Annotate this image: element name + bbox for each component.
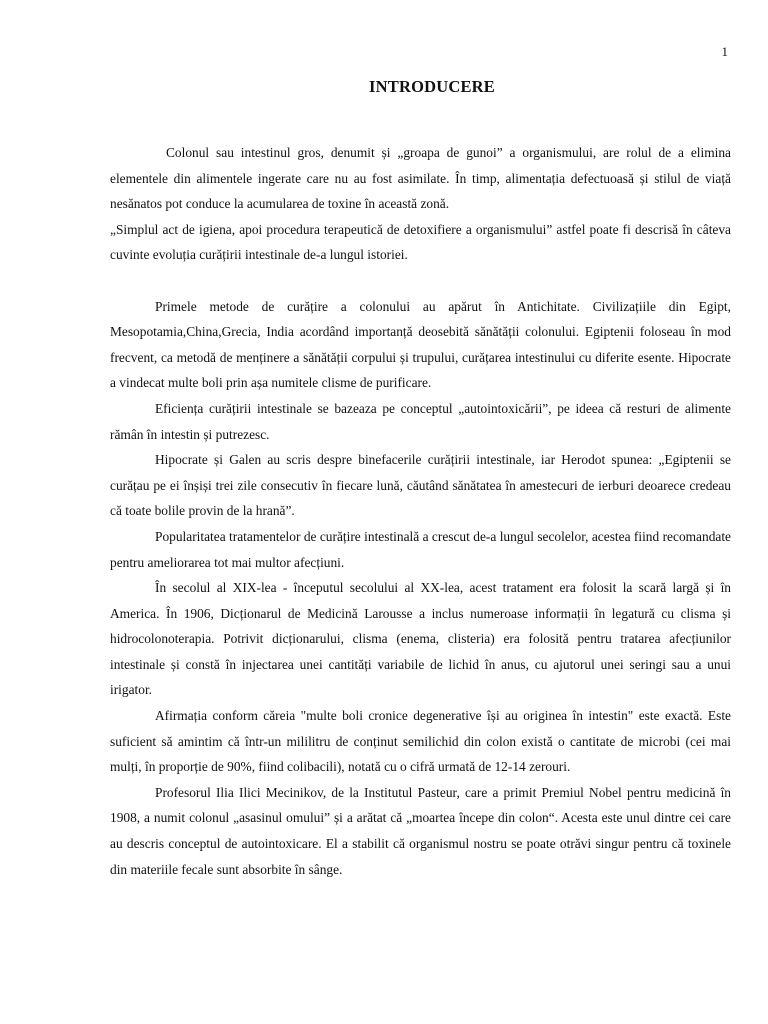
paragraph-gap bbox=[110, 268, 731, 294]
paragraph-popularity: Popularitatea tratamentelor de curățire intestinală a crescut de-a lungul secolelor, acestea fiind recomandate pentru ameliorarea tot mai multor afecțiuni. bbox=[110, 528, 731, 570]
paragraph-autointoxication: Eficiența curățirii intestinale se bazeaza pe conceptul „autointoxicării”, pe ideea că resturi de alimente rămân în intestin și putrezesc. bbox=[110, 400, 731, 442]
paragraph-hipocrate-galen: Hipocrate și Galen au scris despre binefacerile curățirii intestinale, iar Herodot spunea: „Egiptenii se curățau pe ei înșiși trei zile consecutiv în fiecare lună, căutând sănătatea în amestecuri de ierburi deoarece credeau că toate bolile provin de la hrană”. bbox=[110, 452, 731, 519]
paragraph-hygiene-quote: „Simplul act de igiena, apoi procedura terapeutică de detoxifiere a organismului” astfel poate fi descrisă în câteva cuvinte evoluția curățirii intestinale de-a lungul istoriei. bbox=[110, 221, 731, 263]
paragraph-intro: Colonul sau intestinul gros, denumit și „groapa de gunoi” a organismului, are rolul de a elimina elementele din alimentele ingerate care nu au fost asimilate. În timp, alimentația defectuoasă și stilul de viață nesănatos pot conduce la acumularea de toxine în această zonă. bbox=[110, 145, 731, 212]
page-title: INTRODUCERE bbox=[369, 77, 495, 96]
paragraph-antiquity: Primele metode de curățire a colonului au apărut în Antichitate. Civilizațiile din Egipt, Mesopotamia,China,Grecia, India acordând importanță deosebită sănătății colonului. Egiptenii foloseau în mod frecvent, ca metodă de menținere a sănătății corpului și trupului, curățarea intestinului cu diferite esente. Hipocrate a vindecat multe boli prin așa numitele clisme de purificare. bbox=[110, 298, 731, 391]
paragraph-nineteenth-century: În secolul al XIX-lea - începutul secolului al XX-lea, acest tratament era folosit la scară largă și în America. În 1906, Dicționarul de Medicină Larousse a inclus numeroase informații în legatură cu clisma și hidrocolonoterapia. Potrivit dicționarului, clisma (enema, clisteria) era folosită pentru tratarea afecțiunilor intestinale și constă în injectarea unei cantități variabile de lichid în anus, cu ajutorul unei seringi sau a unui irigator. bbox=[110, 580, 731, 698]
paragraph-chronic-diseases: Afirmația conform căreia "multe boli cronice degenerative își au originea în intestin" este exactă. Este suficient să amintim că într-un mililitru de conținut semilichid din colon există o cantitate de microbi (cei mai mulți, în proporție de 90%, fiind colibacili), notată cu o cifră urmată de 12-14 zerouri. bbox=[110, 708, 731, 775]
document-body bbox=[110, 140, 731, 882]
paragraph-mecinikov: Profesorul Ilia Ilici Mecinikov, de la Institutul Pasteur, care a primit Premiul Nobel pentru medicină în 1908, a numit colonul „asasinul omului” și a arătat că „moartea începe din colon“. Acesta este unul dintre cei care au descris conceptul de autointoxicare. El a stabilit că organismul nostru se poate otrăvi singur pentru că toxinele din materiile fecale sunt absorbite în sânge. bbox=[110, 784, 731, 877]
page-number: 1 bbox=[721, 44, 728, 59]
